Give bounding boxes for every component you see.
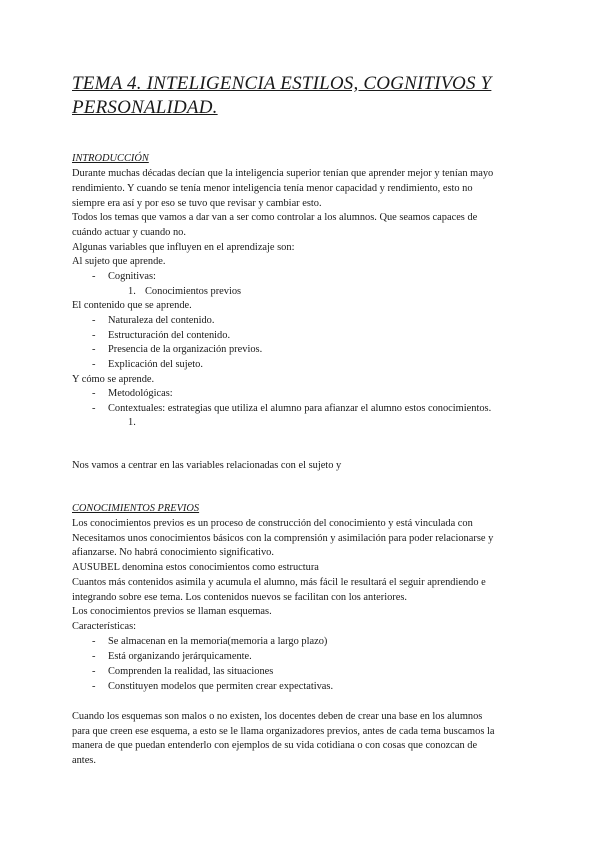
list-bullet: - (92, 271, 96, 282)
paragraph-line: Los conocimientos previos es un proceso de construcción del conocimiento y está vinculada con (72, 518, 473, 529)
list-bullet: - (92, 651, 96, 662)
paragraph-line: Todos los temas que vamos a dar van a ser como controlar a los alumnos. Que seamos capaces de (72, 212, 478, 223)
paragraph-line: integrando sobre ese tema. Los contenidos nuevos se facilitan con los anteriores. (72, 592, 407, 603)
paragraph-line: Necesitamos unos conocimientos básicos con la comprensión y asimilación para poder relacionarse y (72, 533, 494, 544)
paragraph-line: manera de que puedan entenderlo con ejemplos de su vida cotidiana o con cosas que conozcan de (72, 740, 478, 751)
section-heading-introduccion: INTRODUCCIÓN (72, 153, 149, 164)
paragraph-line: Cuando los esquemas son malos o no existen, los docentes deben de crear una base en los alumnos (72, 711, 483, 722)
paragraph-line: Nos vamos a centrar en las variables relacionadas con el sujeto y (72, 460, 342, 471)
paragraph-line: Y cómo se aprende. (72, 374, 155, 385)
list-item: Naturaleza del contenido. (108, 315, 215, 326)
list-item: Constituyen modelos que permiten crear expectativas. (108, 681, 334, 692)
list-item: Comprenden la realidad, las situaciones (108, 666, 274, 677)
paragraph-line: Características: (72, 621, 137, 632)
paragraph-line: afianzarse. No habrá conocimiento significativo. (72, 547, 274, 558)
list-bullet: - (92, 681, 96, 692)
list-bullet: - (92, 403, 96, 414)
list-item: Contextuales: estrategias que utiliza el alumno para afianzar el alumno estos conocimientos. (108, 403, 492, 414)
list-number: 1. (128, 417, 136, 428)
paragraph-line: cuándo actuar y cuando no. (72, 227, 186, 238)
list-bullet: - (92, 388, 96, 399)
paragraph-line: siempre era así y por eso se tuvo que revisar y cambiar esto. (72, 198, 322, 209)
paragraph-line: Durante muchas décadas decían que la inteligencia superior tenían que aprender mejor y tenían mayo (72, 168, 494, 179)
list-bullet: - (92, 666, 96, 677)
list-number: 1. (128, 286, 136, 297)
list-item: Presencia de la organización previos. (108, 344, 263, 355)
paragraph-line: para que creen ese esquema, a esto se le llama organizadores previos, antes de cada tema buscamos la (72, 726, 495, 737)
list-item: Estructuración del contenido. (108, 330, 231, 341)
paragraph-line: rendimiento. Y cuando se tenía menor inteligencia tenía menor capacidad y rendimiento, esto no (72, 183, 473, 194)
list-item: Conocimientos previos (145, 286, 242, 297)
paragraph-line: Al sujeto que aprende. (72, 256, 166, 267)
list-item: Se almacenan en la memoria(memoria a largo plazo) (108, 636, 328, 647)
paragraph-line: antes. (72, 755, 96, 766)
list-item: Cognitivas: (108, 271, 156, 282)
list-bullet: - (92, 330, 96, 341)
paragraph-line: Los conocimientos previos se llaman esquemas. (72, 606, 272, 617)
paragraph-line: AUSUBEL denomina estos conocimientos como estructura (72, 562, 319, 573)
page-title: TEMA 4. INTELIGENCIA ESTILOS, COGNITIVOS Y PERSONALIDAD. (72, 73, 492, 118)
paragraph-line: Algunas variables que influyen en el aprendizaje son: (72, 242, 295, 253)
list-bullet: - (92, 315, 96, 326)
list-item: Está organizando jerárquicamente. (108, 651, 252, 662)
paragraph-line: El contenido que se aprende. (72, 300, 192, 311)
list-item: Metodológicas: (108, 388, 173, 399)
list-bullet: - (92, 344, 96, 355)
paragraph-line: Cuantos más contenidos asimila y acumula el alumno, más fácil le resultará el seguir aprendiendo e (72, 577, 486, 588)
section-heading-conocimientos-previos: CONOCIMIENTOS PREVIOS (72, 503, 200, 514)
list-item: Explicación del sujeto. (108, 359, 203, 370)
list-bullet: - (92, 636, 96, 647)
list-bullet: - (92, 359, 96, 370)
